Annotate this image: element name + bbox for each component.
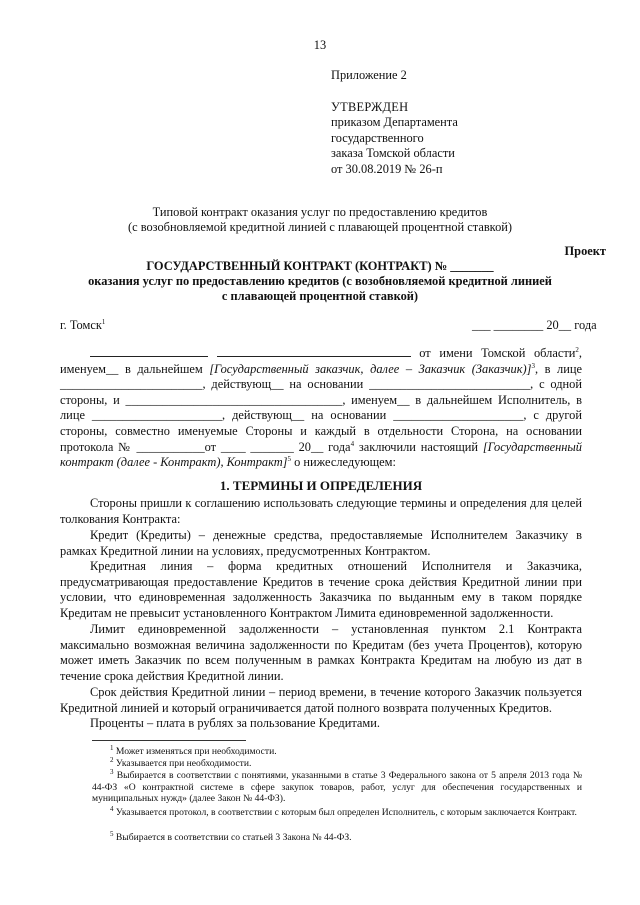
preamble-text: , именуем__ в дальнейшем	[60, 346, 582, 376]
footnote-separator	[92, 740, 246, 741]
city-text: г. Томск	[60, 318, 102, 332]
approval-line: государственного	[331, 130, 424, 145]
approved-label: УТВЕРЖДЕН	[331, 99, 409, 114]
section-heading: 1. ТЕРМИНЫ И ОПРЕДЕЛЕНИЯ	[219, 478, 423, 493]
preamble-text: заключили настоящий	[354, 439, 483, 454]
footnote	[92, 829, 582, 844]
paragraph: Стороны пришли к соглашению использовать следующие термины и определения для целей толкования Контракта:	[60, 496, 582, 526]
paragraph: Кредитная линия – форма кредитных отношений Исполнителя и Заказчика, предусматривающая предоставление Кредитов в течение срока действия Кредитной линии при условии, что единовременная задолженность Заказчика по выданным ему в таком порядке Кредитам не превысит установленного Контрактом Лимита единовременной задолженности.	[60, 559, 582, 620]
paragraph: Кредит (Кредиты) – денежные средства, предоставляемые Исполнителем Заказчику в рамках Кредитной линии на условиях, предусмотренных Контрактом.	[60, 528, 582, 558]
footnote-number: 5	[110, 829, 114, 838]
contract-title-line: с плавающей процентной ставкой)	[221, 289, 419, 303]
footnote-ref: 5	[287, 455, 291, 464]
footnote-ref: 3	[531, 361, 535, 370]
preamble-italic: [Государственный контракт (далее - Контракт), Контракт]	[60, 439, 582, 470]
footnote-text: Указывается протокол, в соответствии с которым был определен Исполнитель, с которым заключается Контракт.	[115, 807, 577, 818]
blank-field	[217, 346, 411, 357]
footnote	[92, 804, 582, 819]
contract-title-line: ГОСУДАРСТВЕННЫЙ КОНТРАКТ (КОНТРАКТ) № _______	[146, 259, 494, 273]
preamble-text: о нижеследующем:	[290, 455, 396, 470]
date-line: ___ ________ 20__ года	[472, 318, 597, 332]
approval-line: заказа Томской области	[331, 146, 455, 160]
preamble-text: , в лице _______________________, действующ__ на основании __________________________, с одной стороны, и ___________________________________, именуем__ в дальнейшем Исполнитель, в лице _____________________, действующ__ на основании _____________________, с другой стороны, совместно именуемые Стороны и каждый в отдельности Сторона, на основании протокола № ___________от ____ _______ 20__ года	[60, 361, 582, 454]
typical-title-line: Типовой контракт оказания услуг по предоставлению кредитов	[152, 205, 488, 219]
preamble-paragraph	[60, 346, 582, 471]
footnote-text: Указывается при необходимости.	[115, 758, 252, 769]
contract-title-line: оказания услуг по предоставлению кредитов (с возобновляемой кредитной линией	[88, 274, 552, 288]
footnote-ref: 4	[350, 439, 355, 448]
preamble-text: от имени Томской области	[419, 346, 576, 360]
typical-title-line: (с возобновляемой кредитной линией с плавающей процентной ставкой)	[127, 220, 513, 234]
paragraph: Проценты – плата в рублях за пользование Кредитами.	[90, 716, 380, 730]
footnote	[92, 755, 582, 770]
footnote-text: Выбирается в соответствии с понятиями, указанными в статье 3 Федерального закона от 5 апреля 2013 года № 44-ФЗ «О контрактной системе в сфере закупок товаров, работ, услуг для обеспечения государственных и муниципальных нужд» (далее Закон № 44-ФЗ).	[92, 770, 582, 805]
footnote-ref: 2	[575, 345, 579, 354]
typical-contract-title	[60, 205, 580, 235]
footnote	[92, 767, 582, 805]
contract-title	[70, 259, 570, 304]
paragraph: Срок действия Кредитной линии – период времени, в течение которого Заказчик пользуется Кредитной линией и который ограничивается датой полного возврата полученных Кредитов.	[60, 685, 582, 715]
appendix-label: Приложение 2	[331, 68, 407, 82]
footnote-text: Выбирается в соответствии со статьей 3 Закона № 44-ФЗ.	[115, 832, 352, 843]
draft-label: Проект	[564, 244, 606, 258]
approval-block	[331, 68, 458, 177]
preamble-italic: [Государственный заказчик, далее – Заказчик (Заказчик)]	[209, 361, 532, 376]
footnote-text: Может изменяться при необходимости.	[115, 746, 277, 757]
approval-line: приказом Департамента	[331, 115, 458, 129]
city-label	[60, 318, 105, 333]
footnote-number: 2	[110, 755, 114, 764]
footnote	[92, 743, 582, 758]
blank-field	[90, 346, 208, 357]
paragraph: Лимит единовременной задолженности – установленная пунктом 2.1 Контракта максимально возможная величина задолженности по Кредитам (без учета Процентов), которую может иметь Заказчик по всем полученным в рамках Контракта Кредитам на любую из дат в течение срока действия Кредитной линии.	[60, 622, 582, 683]
footnote-ref: 1	[101, 317, 106, 326]
footnote-number: 3	[110, 767, 114, 776]
approval-line: от 30.08.2019 № 26-п	[331, 161, 443, 176]
page-number: 13	[313, 38, 327, 52]
footnote-number: 1	[110, 743, 114, 752]
footnote-number: 4	[110, 804, 114, 813]
